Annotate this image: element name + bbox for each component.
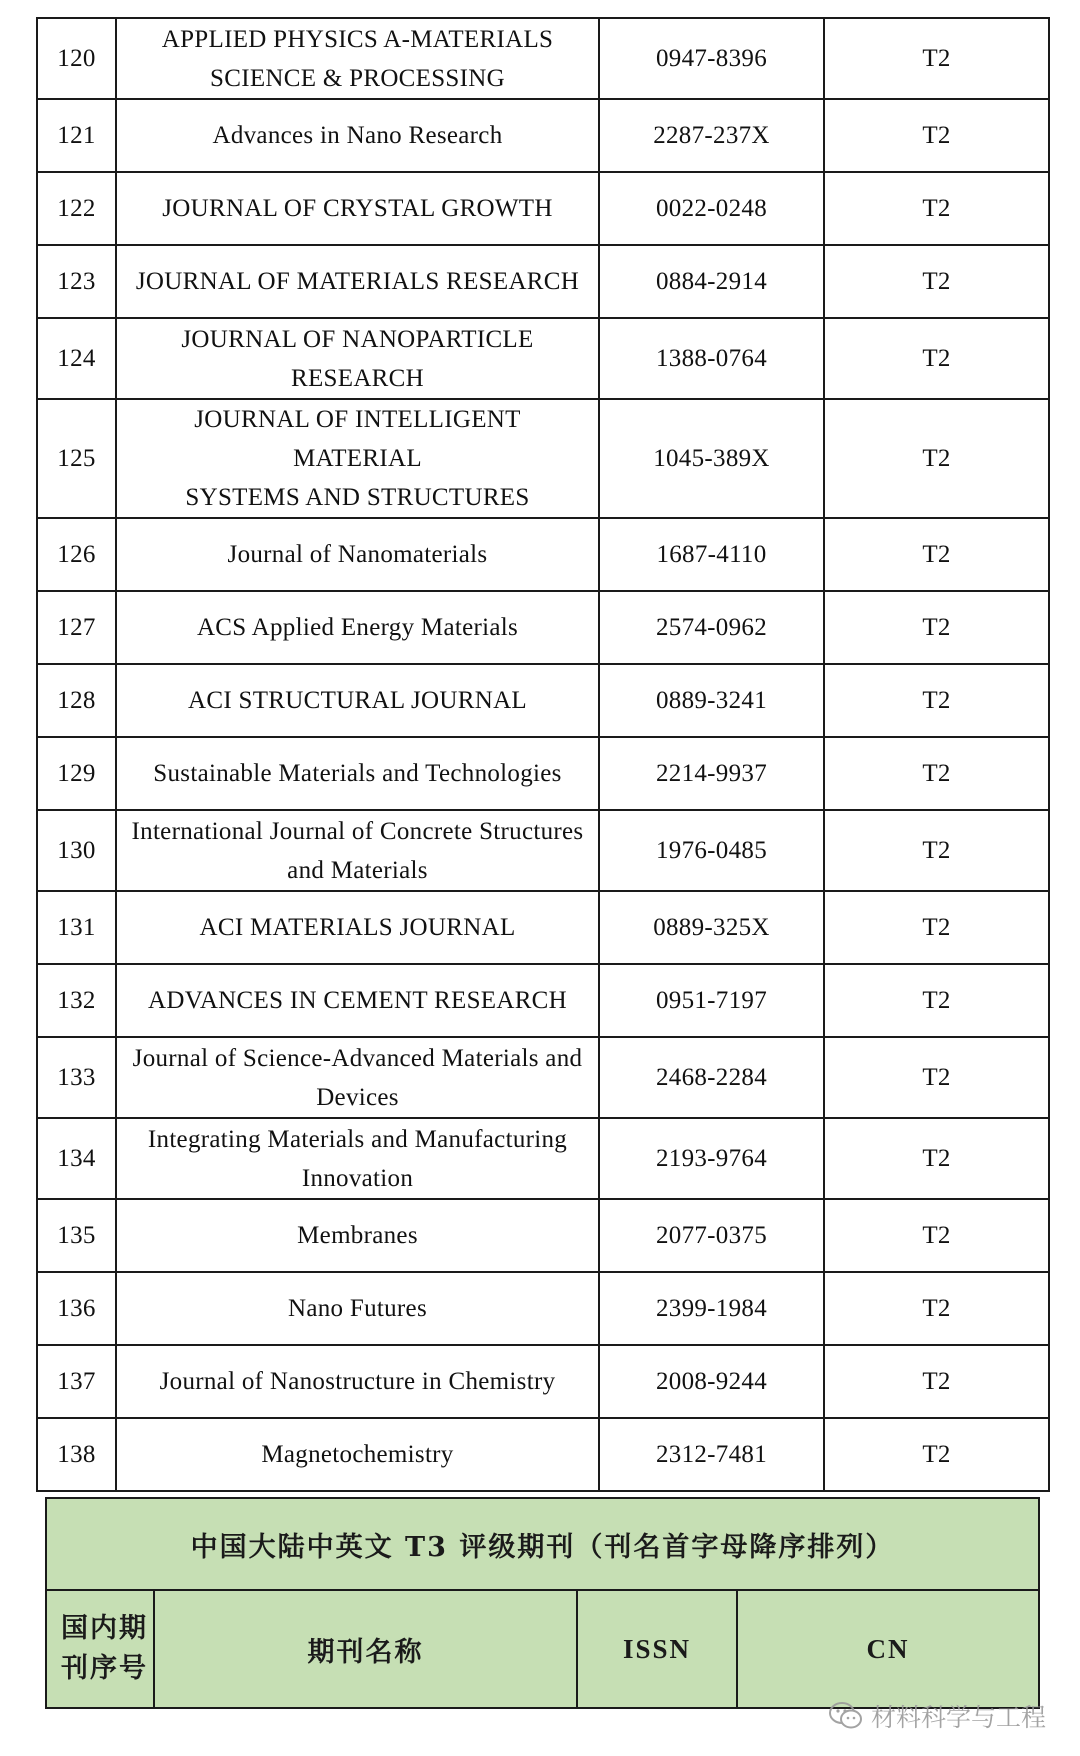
journal-issn: 2193-9764: [599, 1118, 824, 1199]
journal-tier: T2: [824, 1199, 1049, 1272]
journal-name-line: International Journal of Concrete Structures: [131, 817, 584, 845]
journal-issn: 2399-1984: [599, 1272, 824, 1345]
table-row: [37, 810, 1049, 891]
journal-tier: T2: [824, 18, 1049, 99]
journal-issn: 0884-2914: [599, 245, 824, 318]
column-header-issn: ISSN: [577, 1590, 737, 1708]
wechat-icon: [829, 1701, 863, 1731]
journal-issn: 2574-0962: [599, 591, 824, 664]
journal-tier: T2: [824, 1118, 1049, 1199]
row-number: 128: [37, 664, 116, 737]
journal-issn: 0951-7197: [599, 964, 824, 1037]
journal-name: [116, 245, 599, 318]
table-row: [37, 318, 1049, 399]
journal-name-line: Membranes: [297, 1222, 418, 1249]
row-number: 124: [37, 318, 116, 399]
row-number: 129: [37, 737, 116, 810]
row-number: 130: [37, 810, 116, 891]
journal-name-line: Journal of Nanostructure in Chemistry: [159, 1368, 556, 1395]
journal-name: [116, 1345, 599, 1418]
journal-tier: T2: [824, 810, 1049, 891]
t3-header-table: [45, 1497, 1040, 1709]
table-row: [37, 172, 1049, 245]
journal-name-line: Innovation: [301, 1164, 414, 1192]
row-number: 120: [37, 18, 116, 99]
journal-name: [116, 591, 599, 664]
row-number: 135: [37, 1199, 116, 1272]
watermark: [829, 1698, 1046, 1734]
column-header-journal-name: 期刊名称: [154, 1590, 577, 1708]
column-header-domestic-no-line1: 国内期: [61, 1613, 148, 1644]
row-number: 127: [37, 591, 116, 664]
row-number: 125: [37, 399, 116, 518]
journal-tier: T2: [824, 891, 1049, 964]
journal-tier: T2: [824, 964, 1049, 1037]
journal-name-line: Journal of Nanomaterials: [227, 541, 488, 568]
journal-name: [116, 1037, 599, 1118]
journal-name: [116, 891, 599, 964]
journal-name: [116, 1199, 599, 1272]
row-number: 134: [37, 1118, 116, 1199]
journal-name-line: Advances in Nano Research: [212, 122, 503, 149]
table-row: [37, 1418, 1049, 1491]
journal-tier: T2: [824, 172, 1049, 245]
journal-name: [116, 518, 599, 591]
journal-issn: 1687-4110: [599, 518, 824, 591]
journal-table: [36, 17, 1050, 1492]
table-row: [37, 964, 1049, 1037]
journal-tier: T2: [824, 591, 1049, 664]
journal-issn: 1976-0485: [599, 810, 824, 891]
journal-issn: 2287-237X: [599, 99, 824, 172]
journal-name: [116, 318, 599, 399]
table-row: [37, 1272, 1049, 1345]
row-number: 131: [37, 891, 116, 964]
table-row: [37, 891, 1049, 964]
journal-tier: T2: [824, 1418, 1049, 1491]
journal-name-line: ACI MATERIALS JOURNAL: [199, 914, 516, 941]
journal-issn: 0889-325X: [599, 891, 824, 964]
row-number: 137: [37, 1345, 116, 1418]
journal-name-line: ADVANCES IN CEMENT RESEARCH: [147, 987, 568, 1014]
journal-name: [116, 172, 599, 245]
table-row: [37, 1345, 1049, 1418]
table-row: [37, 1118, 1049, 1199]
journal-table-body: [37, 18, 1049, 1491]
journal-name-line: Journal of Science-Advanced Materials and: [132, 1044, 583, 1072]
journal-tier: T2: [824, 318, 1049, 399]
row-number: 123: [37, 245, 116, 318]
t3-header-row: [46, 1590, 1039, 1708]
column-header-cn: CN: [737, 1590, 1039, 1708]
table-row: [37, 18, 1049, 99]
journal-name-line: Sustainable Materials and Technologies: [153, 760, 562, 787]
journal-tier: T2: [824, 99, 1049, 172]
journal-name: [116, 18, 599, 99]
table-row: [37, 664, 1049, 737]
journal-tier: T2: [824, 1037, 1049, 1118]
journal-tier: T2: [824, 1345, 1049, 1418]
row-number: 122: [37, 172, 116, 245]
table-row: [37, 245, 1049, 318]
journal-name: [116, 964, 599, 1037]
watermark-text: 材料科学与工程: [870, 1703, 1046, 1732]
table-row: [37, 1199, 1049, 1272]
table-row: [37, 737, 1049, 810]
row-number: 121: [37, 99, 116, 172]
journal-name-line: JOURNAL OF NANOPARTICLE: [181, 325, 534, 353]
journal-name-line: Devices: [316, 1083, 399, 1111]
journal-issn: 2312-7481: [599, 1418, 824, 1491]
row-number: 133: [37, 1037, 116, 1118]
journal-name: [116, 737, 599, 810]
journal-name-line: SCIENCE & PROCESSING: [210, 64, 505, 92]
journal-issn: 1045-389X: [599, 399, 824, 518]
column-header-domestic-no-line2: 刊序号: [61, 1653, 148, 1684]
journal-name-line: and Materials: [287, 856, 428, 884]
journal-issn: 0947-8396: [599, 18, 824, 99]
journal-issn: 2468-2284: [599, 1037, 824, 1118]
journal-issn: 2214-9937: [599, 737, 824, 810]
journal-tier: T2: [824, 518, 1049, 591]
journal-tier: T2: [824, 664, 1049, 737]
journal-name: [116, 1118, 599, 1199]
journal-name: [116, 1418, 599, 1491]
journal-name-line: Integrating Materials and Manufacturing: [147, 1125, 568, 1153]
journal-name: [116, 1272, 599, 1345]
journal-name: [116, 99, 599, 172]
journal-name: [116, 399, 599, 518]
row-number: 132: [37, 964, 116, 1037]
row-number: 126: [37, 518, 116, 591]
t3-section-title: 中国大陆中英文 T3 评级期刊（刊名首字母降序排列）: [46, 1498, 1039, 1590]
journal-name-line: Magnetochemistry: [261, 1441, 454, 1468]
journal-name-line: JOURNAL OF CRYSTAL GROWTH: [162, 195, 553, 222]
journal-issn: 0889-3241: [599, 664, 824, 737]
table-row: [37, 591, 1049, 664]
table-row: [37, 1037, 1049, 1118]
journal-name-line: ACS Applied Energy Materials: [196, 614, 519, 641]
journal-name-line: Nano Futures: [287, 1295, 427, 1322]
journal-name-line: RESEARCH: [291, 364, 424, 392]
journal-name-line: ACI STRUCTURAL JOURNAL: [187, 687, 528, 714]
table-row: [37, 399, 1049, 518]
table-row: [37, 518, 1049, 591]
journal-tier: T2: [824, 1272, 1049, 1345]
journal-tier: T2: [824, 399, 1049, 518]
journal-name: [116, 664, 599, 737]
journal-name: [116, 810, 599, 891]
column-header-domestic-no: [46, 1590, 154, 1708]
journal-name-line: APPLIED PHYSICS A-MATERIALS: [161, 25, 554, 53]
journal-issn: 0022-0248: [599, 172, 824, 245]
journal-tier: T2: [824, 245, 1049, 318]
table-row: [37, 99, 1049, 172]
journal-issn: 2077-0375: [599, 1199, 824, 1272]
journal-name-line: JOURNAL OF MATERIALS RESEARCH: [135, 268, 580, 295]
journal-issn: 1388-0764: [599, 318, 824, 399]
journal-name-line: SYSTEMS AND STRUCTURES: [185, 484, 530, 511]
journal-tier: T2: [824, 737, 1049, 810]
journal-issn: 2008-9244: [599, 1345, 824, 1418]
row-number: 138: [37, 1418, 116, 1491]
row-number: 136: [37, 1272, 116, 1345]
journal-name-line: JOURNAL OF INTELLIGENT MATERIAL: [194, 406, 521, 472]
